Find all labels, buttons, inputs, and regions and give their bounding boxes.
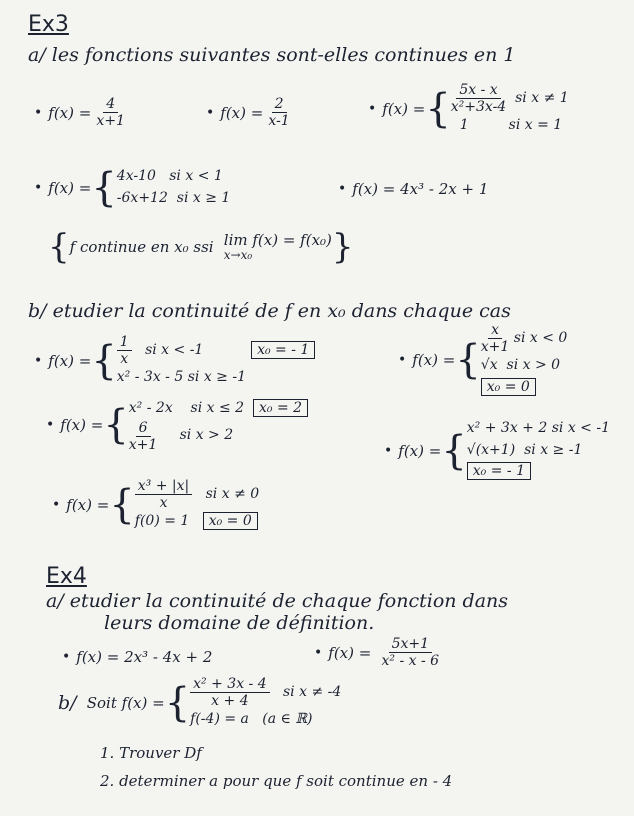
x0-box: x₀ = - 1 [467, 462, 531, 480]
question-2: 2. determiner a pour que f soit continue en - 4 [100, 772, 453, 790]
part-a-text: les fonctions suivantes sont-elles continues en 1 [51, 44, 516, 66]
x0-box: x₀ = 2 [253, 399, 308, 417]
x0-box: x₀ = - 1 [251, 341, 315, 359]
part-a-label: a/ [28, 44, 46, 66]
function-f1: • f(x) = $\frac{4}{x+1}$ [34, 96, 125, 130]
function-h1: • f(x) = 2x³ - 4x + 2 [62, 648, 213, 666]
function-g5: • f(x) = { $\frac{\text{x³ + |x|}}{x}$ si x ≠ 0 f(0) = 1 x₀ = 0 [52, 478, 260, 530]
function-h2: • f(x) = $\frac{5x+1}{\text{x² - x - 6}}$ [314, 636, 440, 670]
ex4-part-a-line2: leurs domaine de définition. [104, 612, 375, 634]
function-g3: • f(x) = { x² - 2x si x ≤ 2 x₀ = 2 $\frac{6}{x+1}$ si x > 2 [46, 398, 308, 453]
fraction: $\frac{2}{x-1}$ [268, 96, 290, 130]
function-g2: • f(x) = { $\frac{x}{x+1}$ si x < 0 √x si x > 0 x₀ = 0 [398, 322, 568, 395]
part-b-label: b/ [28, 300, 47, 322]
function-g1: • f(x) = { $\frac{1}{x}$ si x < -1 x² - 3x - 5 si x ≥ -1 x₀ = - 1 [34, 334, 315, 389]
ex3-title: Ex3 [28, 12, 69, 37]
part-b-text: etudier la continuité de f en x₀ dans chaque cas [52, 300, 511, 322]
fraction: $\frac{4}{x+1}$ [96, 96, 125, 130]
function-g4: • f(x) = { x² + 3x + 2 si x < -1 √(x+1) si x ≥ -1 x₀ = - 1 [384, 420, 610, 480]
function-f4: • f(x) = { 4x-10 si x < 1 -6x+12 si x ≥ 1 [34, 164, 231, 211]
ex3-part-b [28, 300, 511, 322]
x0-box: x₀ = 0 [203, 512, 258, 530]
ex3-part-a [28, 44, 516, 66]
ex4-part-a: a/ etudier la continuité de chaque fonction dans [46, 590, 509, 612]
function-f5: • f(x) = 4x³ - 2x + 1 [338, 180, 489, 198]
function-f3: • f(x) = { $\frac{5x - x}{\text{x²+3x-4}}$ si x ≠ 1 1 si x = 1 [368, 82, 569, 134]
x0-box: x₀ = 0 [481, 378, 536, 396]
question-1: 1. Trouver Df [100, 744, 202, 762]
function-f2: • f(x) = $\frac{2}{x-1}$ [206, 96, 290, 130]
ex4-title: Ex4 [46, 564, 87, 589]
continuity-definition: { f continue en x₀ ssi lim f(x) = f(x₀) x→x₀ } [48, 227, 354, 267]
ex4-part-b: b/ Soit f(x) = { $\frac{\text{x² + 3x - 4}}{x + 4}$ si x ≠ -4 f(-4) = a (a ∈ ℝ) [58, 676, 342, 728]
